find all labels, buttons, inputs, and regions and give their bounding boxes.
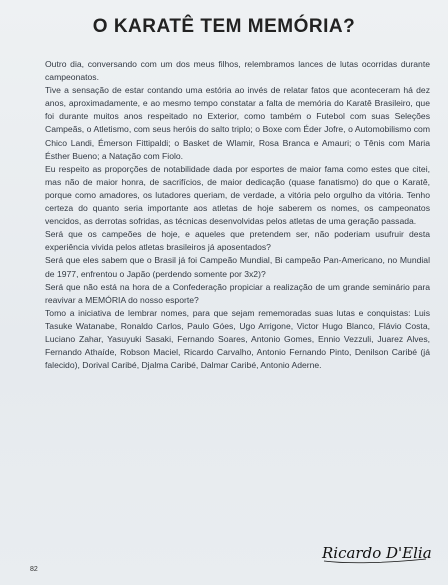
- paragraph-2: Tive a sensação de estar contando uma estória ao invés de relatar fatos que aconteceram há dez anos, aproximadamente, e ao mesmo tempo constatar a falta de memória do Karatê Brasileiro, que foi durante muitos anos respeitado no Exterior, como também o Futebol com suas Seleções Campeãs, o Atletismo, com seus heróis do salto triplo; o Boxe com Éder Jofre, o Automobilismo com Chico Landi, Émerson Fittipaldi; o Basket de Wlamir, Rosa Branca e Amauri; o Tênis com Maria Ésther Bueno; a Natação com Fiolo.: [45, 85, 430, 161]
- paragraph-3: Eu respeito as proporções de notabilidade dada por esportes de maior fama como estes que citei, mas não de maior honra, de sacrifícios, de maior dedicação (quase fanatismo) do que o Karatê, porque como amadores, os lutadores queriam, de verdade, a vitória pelo orgulho da vitória. Tenho certeza do quanto seria importante aos atletas de hoje saberem os nomes, os campeonatos vencidos, as derrotas sofridas, as técnicas desenvolvidas pelos atletas de uma geração passada.: [45, 163, 430, 227]
- signature-text: Ricardo D'Elia: [322, 544, 432, 562]
- paragraph-1: Outro dia, conversando com um dos meus filhos, relembramos lances de lutas ocorridas durante campeonatos.: [45, 59, 430, 83]
- article-title: O KARATÊ TEM MEMÓRIA?: [92, 16, 356, 37]
- page-number: 82: [30, 566, 38, 573]
- paragraph-5: Será que eles sabem que o Brasil já foi Campeão Mundial, Bi campeão Pan-Americano, no Mundial de 1977, enfrentou o Japão (perdendo somente por 3x2)?: [45, 255, 430, 279]
- paragraph-7: Tomo a iniciativa de lembrar nomes, para que sejam rememoradas suas lutas e conquistas: Luis Tasuke Watanabe, Ronaldo Carlos, Paulo Góes, Ugo Arrigone, Victor Hugo Blanco, Flávio Costa, Luciano Zahar, Yasuyuki Sasaki, Fernando Soares, Antonio Gomes, Ennio Vezzuli, Juarez Alves, Fernando Athaíde, Robson Maciel, Ricardo Carvalho, Antonio Fernando Pinto, Denilson Caribé (já falecido), Dorival Caribé, Djalma Caribé, Dalmar Caribé, Antonio Aderne.: [45, 307, 430, 371]
- paragraph-6: Será que não está na hora de a Confederação propiciar a realização de um grande seminário para reavivar a MEMÓRIA do nosso esporte?: [45, 281, 430, 305]
- signature: [318, 536, 433, 566]
- paragraph-4: Será que os campeões de hoje, e aqueles que pretendem ser, não poderiam usufruir desta experiência vivida pelos atletas brasileiros já aposentados?: [45, 229, 430, 253]
- article-body: [45, 58, 430, 372]
